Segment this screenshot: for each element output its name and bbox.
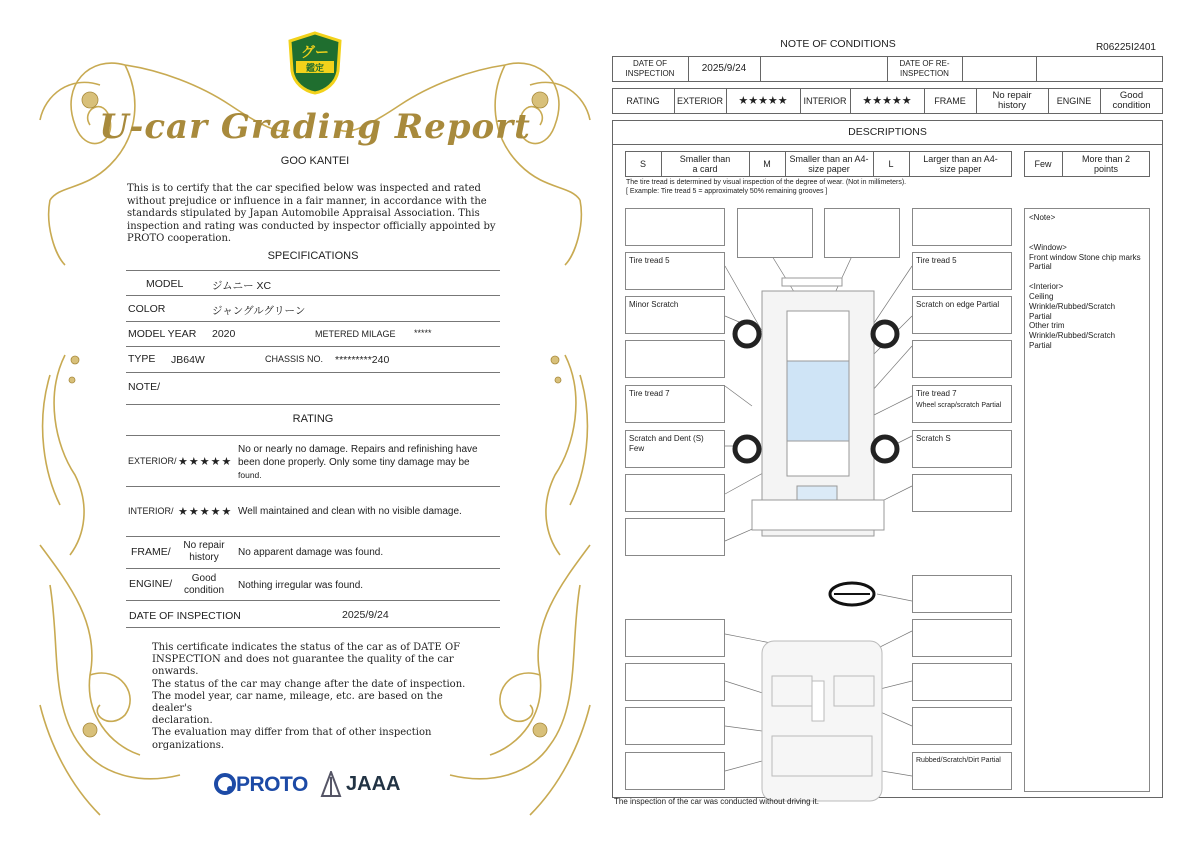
date-of-inspection-value: 2025/9/24 — [342, 609, 389, 621]
engine-value: Good condition — [1112, 90, 1151, 111]
few-key: Few — [1034, 159, 1052, 169]
comment-box — [625, 752, 725, 790]
interior-stars: ★★★★★ — [862, 95, 912, 107]
divider — [126, 536, 500, 537]
note-label: NOTE/ — [128, 381, 161, 393]
footer-line: This certificate indicates the status of the car as of DATE OF — [152, 642, 461, 653]
exterior-label: EXTERIOR/ — [128, 456, 177, 466]
frame-value-line2: history — [189, 552, 219, 563]
comment-box — [912, 474, 1012, 512]
right-scratch-box: Scratch on edge Partial — [912, 296, 1012, 334]
right-front-tire-box: Tire tread 5 — [912, 252, 1012, 290]
note-of-conditions — [612, 36, 1164, 806]
footer-line: declaration. — [152, 715, 213, 727]
comment-box — [912, 707, 1012, 745]
inspection-footer-note: The inspection of the car was conducted without driving it. — [614, 797, 819, 806]
few-text: More than 2 points — [1081, 154, 1131, 174]
frame-description: No apparent damage was found. — [238, 547, 384, 558]
comment-box — [625, 474, 725, 512]
certificate-intro: This is to certify that the car specified below was inspected and rated without prejudice or influence in a fair manner, in accordance with the standards stipulated by Japan Automobile Appraisal Association. This inspection and rating was conducted by inspector officially appointed by PROTO cooperation. — [127, 183, 496, 244]
comment-box — [912, 208, 1012, 246]
comment-box — [625, 707, 725, 745]
comment-box — [912, 575, 1012, 613]
exterior-label: EXTERIOR — [676, 96, 723, 106]
comment-box — [625, 518, 725, 556]
engine-label: ENGINE/ — [129, 578, 173, 590]
color-label: COLOR — [128, 303, 166, 315]
legend-key-s: S — [639, 159, 646, 169]
comment-box — [625, 619, 725, 657]
footer-line: The evaluation may differ from that of other inspection organizations. — [152, 727, 432, 751]
note-heading: <Note> — [1029, 213, 1056, 222]
type-label: TYPE — [128, 353, 156, 365]
exterior-desc-text: No or nearly no damage. Repairs and refinishing have been done properly. Only some tiny damage may be — [238, 444, 478, 468]
divider — [126, 627, 500, 628]
model-label: MODEL — [146, 278, 184, 290]
legend-key-m: M — [763, 159, 771, 169]
tire-note-line1: The tire tread is determined by visual inspection of the degree of wear. (Not in millimeters). — [626, 179, 907, 186]
frame-value — [178, 540, 230, 564]
interior-line: Partial — [1029, 340, 1052, 350]
tire-note-line2: [ Example: Tire tread 5 = approximately 50% remaining grooves ] — [626, 188, 828, 195]
comment-box — [625, 340, 725, 378]
svg-text:鑑定: 鑑定 — [305, 64, 325, 74]
exterior-stars: ★★★★★ — [178, 456, 233, 468]
svg-text:グー: グー — [301, 45, 329, 61]
type-value: JB64W — [171, 354, 205, 366]
interior-description: Well maintained and clean with no visible damage. — [238, 506, 462, 517]
exterior-description — [238, 444, 500, 483]
legend-key-l: L — [888, 159, 894, 169]
rating-label: RATING — [626, 96, 660, 106]
comment-box — [625, 208, 725, 246]
footer-line: The status of the car may change after the date of inspection. — [152, 678, 466, 690]
rating-heading: RATING — [292, 413, 334, 425]
interior-line: Other trim — [1029, 321, 1065, 331]
model-year-value: 2020 — [212, 328, 236, 340]
interior-line: Partial — [1029, 311, 1052, 321]
goo-kantei-badge-icon — [286, 31, 344, 95]
grading-certificate — [30, 25, 600, 825]
certificate-footer — [152, 642, 482, 752]
comment-box — [912, 619, 1012, 657]
report-id: R06225I2401 — [1095, 42, 1156, 53]
legend-text-l: Larger than an A4-size paper — [923, 154, 998, 174]
model-value: ジムニー XC — [212, 280, 272, 292]
date-of-inspection-label: DATE OF INSPECTION — [129, 610, 241, 622]
right-rear-tire-box — [912, 385, 1012, 423]
footer-line: INSPECTION and does not guarantee the quality of the car onwards. — [152, 654, 454, 678]
left-dent-box: Scratch and Dent (S) Few — [625, 430, 725, 468]
comment-box — [824, 208, 900, 258]
interior-label: INTERIOR — [803, 96, 847, 106]
legend-text-s: Smaller than a card — [679, 154, 731, 174]
engine-value-line1: Good — [191, 573, 217, 584]
right-wheel-text: Wheel scrap/scratch Partial — [916, 401, 1002, 409]
right-rear-tire-text: Tire tread 7 — [916, 389, 957, 398]
descriptions-heading: DESCRIPTIONS — [848, 126, 927, 138]
notes-title: NOTE OF CONDITIONS — [780, 38, 896, 50]
interior-line: Ceiling — [1029, 291, 1054, 301]
frame-value: No repair history — [992, 90, 1032, 111]
side-note-box — [1024, 208, 1150, 792]
organization-name: GOO KANTEI — [280, 155, 350, 167]
metered-milage-value: ***** — [414, 328, 432, 338]
divider — [126, 372, 500, 373]
model-year-label: MODEL YEAR — [128, 328, 197, 340]
comment-box — [912, 340, 1012, 378]
chassis-label: CHASSIS NO. — [265, 354, 324, 364]
comment-box — [625, 663, 725, 701]
interior-heading: <Interior> — [1029, 282, 1064, 292]
interior-comment-box: Rubbed/Scratch/Dirt Partial — [912, 752, 1012, 790]
divider — [126, 600, 500, 601]
divider — [126, 321, 500, 322]
right-scratch-s-box: Scratch S — [912, 430, 1012, 468]
divider — [126, 435, 500, 436]
interior-label: INTERIOR/ — [128, 506, 174, 516]
frame-value-line1: No repair — [183, 540, 225, 551]
divider — [126, 295, 500, 296]
date-of-inspection-value: 2025/9/24 — [701, 63, 747, 74]
divider — [126, 486, 500, 487]
interior-line: Wrinkle/Rubbed/Scratch — [1029, 331, 1116, 341]
engine-value — [178, 573, 230, 597]
frame-label: FRAME — [934, 96, 966, 106]
legend-text-m: Smaller than an A4-size paper — [789, 154, 869, 174]
window-heading: <Window> — [1029, 242, 1067, 252]
divider — [126, 270, 500, 271]
reinspection-label: DATE OF RE-INSPECTION — [899, 59, 950, 78]
exterior-desc-tail: found. — [238, 470, 262, 480]
left-scratch-box: Minor Scratch — [625, 296, 725, 334]
interior-line: Wrinkle/Rubbed/Scratch — [1029, 301, 1116, 311]
divider — [126, 568, 500, 569]
divider — [126, 404, 500, 405]
footer-line: The model year, car name, mileage, etc. are based on the dealer's — [152, 690, 443, 715]
proto-logo: PROTO — [236, 773, 308, 796]
comment-box — [912, 663, 1012, 701]
date-of-inspection-label: DATE OF INSPECTION — [625, 59, 675, 78]
left-rear-tire-box: Tire tread 7 — [625, 385, 725, 423]
exterior-stars: ★★★★★ — [738, 95, 788, 107]
engine-description: Nothing irregular was found. — [238, 580, 364, 591]
chassis-value: *********240 — [335, 354, 390, 366]
metered-milage-label: METERED MILAGE — [315, 329, 396, 339]
engine-label: ENGINE — [1056, 96, 1092, 106]
jaaa-logo: JAAA — [346, 773, 401, 795]
interior-stars: ★★★★★ — [178, 506, 233, 518]
color-value: ジャングルグリーン — [212, 305, 306, 317]
engine-value-line2: condition — [183, 585, 225, 596]
frame-label: FRAME/ — [131, 546, 171, 558]
left-front-tire-box: Tire tread 5 — [625, 252, 725, 290]
jaaa-logo-icon — [320, 771, 342, 797]
proto-logo-icon — [213, 772, 237, 796]
specifications-heading: SPECIFICATIONS — [267, 250, 359, 262]
window-text: Front window Stone chip marks Partial — [1029, 252, 1141, 272]
divider — [126, 346, 500, 347]
report-title: U-car Grading Report — [99, 107, 531, 147]
comment-box — [737, 208, 813, 258]
